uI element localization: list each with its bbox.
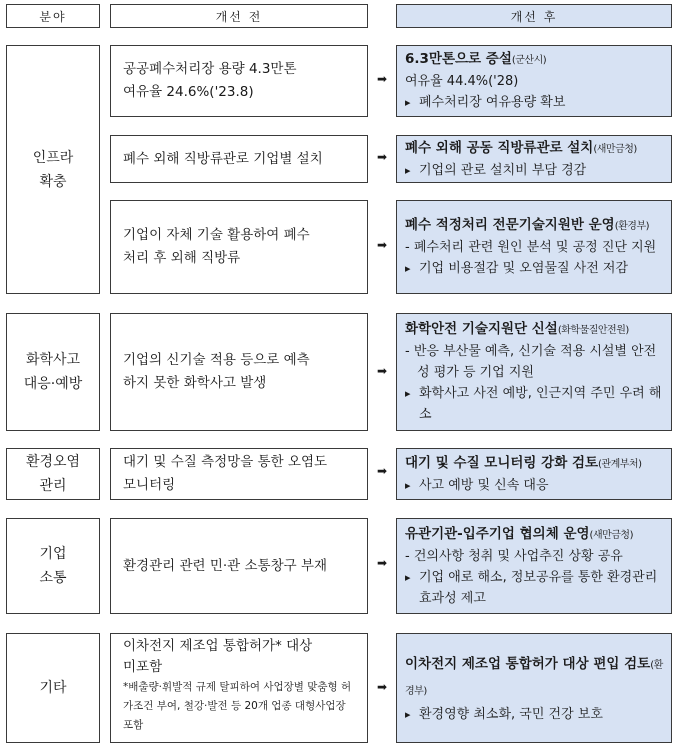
before-line: 여유율 24.6%('23.8) xyxy=(123,84,254,100)
arrow-icon: ➡ xyxy=(376,680,388,694)
after-title-text: 폐수 적정처리 전문기술지원반 운영 xyxy=(405,217,615,233)
after-wastewater xyxy=(396,200,672,294)
after-point: ▸ 기업의 관로 설치비 부담 경감 xyxy=(405,160,663,181)
arrow-icon: ➡ xyxy=(376,364,388,378)
before-communication xyxy=(110,518,368,614)
after-point: ▸ 사고 예방 및 신속 대응 xyxy=(405,475,663,496)
before-line: 이차전지 제조업 통합허가* 대상 xyxy=(123,638,313,654)
category-line: 인프라 xyxy=(32,149,74,166)
after-dash: - 폐수처리 관련 원인 분석 및 공정 진단 지원 xyxy=(405,240,657,255)
before-line: 공공폐수처리장 용량 4.3만톤 xyxy=(123,61,297,77)
after-pollution xyxy=(396,448,672,500)
category-infra xyxy=(6,45,100,294)
after-point: ▸ 폐수처리장 여유용량 확보 xyxy=(405,92,663,113)
category-line: 대응·예방 xyxy=(23,376,83,392)
after-capacity xyxy=(396,45,672,117)
after-title xyxy=(405,319,663,341)
after-title xyxy=(405,652,663,704)
before-wastewater xyxy=(110,200,368,294)
category-line: 기업 xyxy=(39,546,67,562)
after-title-text: 대기 및 수질 모니터링 강화 검토 xyxy=(405,454,599,471)
after-title xyxy=(405,524,663,546)
agency-label: (군산시) xyxy=(511,55,547,66)
header-field xyxy=(6,4,100,28)
header-after-label: 개선 후 xyxy=(510,9,558,24)
agency-label: (관계부처) xyxy=(598,458,642,470)
after-communication xyxy=(396,518,672,614)
arrow-icon: ➡ xyxy=(376,556,388,570)
after-point: ▸ 환경영향 최소화, 국민 건강 보호 xyxy=(405,704,663,725)
agency-label: (환경부) xyxy=(614,221,650,232)
before-line: 환경관리 관련 민·관 소통창구 부재 xyxy=(123,557,328,574)
after-title-text: 이차전지 제조업 통합허가 대상 편입 검토 xyxy=(405,655,651,672)
arrow-icon: ➡ xyxy=(376,150,388,164)
arrow-icon: ➡ xyxy=(376,464,388,478)
category-etc xyxy=(6,633,100,743)
after-point: ▸ 화학사고 사전 예방, 인근지역 주민 우려 해소 xyxy=(405,383,663,425)
before-chemical xyxy=(110,313,368,431)
before-line: 모니터링 xyxy=(123,477,176,493)
category-line: 기타 xyxy=(39,680,67,696)
category-chemical xyxy=(6,313,100,431)
agency-label: (새만금청) xyxy=(593,143,637,155)
after-title-text: 유관기관-입주기업 협의체 운영 xyxy=(405,525,590,542)
before-line: 대기 및 수질 측정망을 통한 오염도 xyxy=(123,454,328,470)
before-outfall xyxy=(110,135,368,183)
agency-label: (새만금청) xyxy=(589,529,633,541)
header-before xyxy=(110,4,368,28)
after-dash: - 건의사항 청취 및 사업추진 상황 공유 xyxy=(405,548,623,564)
before-line: 하지 못한 화학사고 발생 xyxy=(123,375,267,391)
after-title xyxy=(405,138,663,160)
agency-label: (환경부) xyxy=(405,659,663,697)
after-point: ▸ 기업 비용절감 및 오염물질 사전 저감 xyxy=(405,258,663,279)
after-dash: - 반응 부산물 예측, 신기술 적용 시설별 안전성 평가 등 기업 지원 xyxy=(405,344,657,380)
agency-label: (화학물질안전원) xyxy=(557,325,629,336)
after-title-text: 화학안전 기술지원단 신설 xyxy=(405,321,558,337)
after-chemical xyxy=(396,313,672,431)
arrow-icon: ➡ xyxy=(376,72,388,86)
after-outfall xyxy=(396,135,672,183)
after-title-text: 6.3만톤으로 증설 xyxy=(405,51,512,67)
header-before-label: 개선 전 xyxy=(215,9,263,24)
after-title-text: 폐수 외해 공동 직방류관로 설치 xyxy=(405,139,594,156)
footnote: *배출량·휘발적 규제 탈피하여 사업장별 맞춤형 허가조건 부여, 철강·발전 등 20개 업종 대형사업장 포함 xyxy=(123,681,352,731)
header-field-label: 분야 xyxy=(39,9,67,24)
before-line: 처리 후 외해 직방류 xyxy=(123,250,241,266)
category-line: 환경오염 xyxy=(25,454,81,470)
after-title xyxy=(405,215,663,237)
after-line: 여유율 44.4%('28) xyxy=(405,74,519,89)
header-after xyxy=(396,4,672,28)
before-line: 기업이 자체 기술 활용하여 폐수 xyxy=(123,227,310,243)
before-line: 폐수 외해 직방류관로 기업별 설치 xyxy=(123,150,323,167)
category-line: 화학사고 xyxy=(25,352,81,368)
before-etc xyxy=(110,633,368,743)
category-pollution xyxy=(6,448,100,500)
before-line: 기업의 신기술 적용 등으로 예측 xyxy=(123,352,310,368)
category-communication xyxy=(6,518,100,614)
after-title xyxy=(405,49,663,71)
category-line: 소통 xyxy=(39,570,67,586)
before-capacity xyxy=(110,45,368,117)
before-pollution xyxy=(110,448,368,500)
after-title xyxy=(405,453,663,475)
category-line: 확충 xyxy=(39,173,67,190)
after-point: ▸ 기업 애로 해소, 정보공유를 통한 환경관리 효과성 제고 xyxy=(405,567,663,609)
arrow-icon: ➡ xyxy=(376,238,388,252)
before-line: 미포함 xyxy=(123,659,163,675)
category-line: 관리 xyxy=(39,478,67,494)
after-etc xyxy=(396,633,672,743)
